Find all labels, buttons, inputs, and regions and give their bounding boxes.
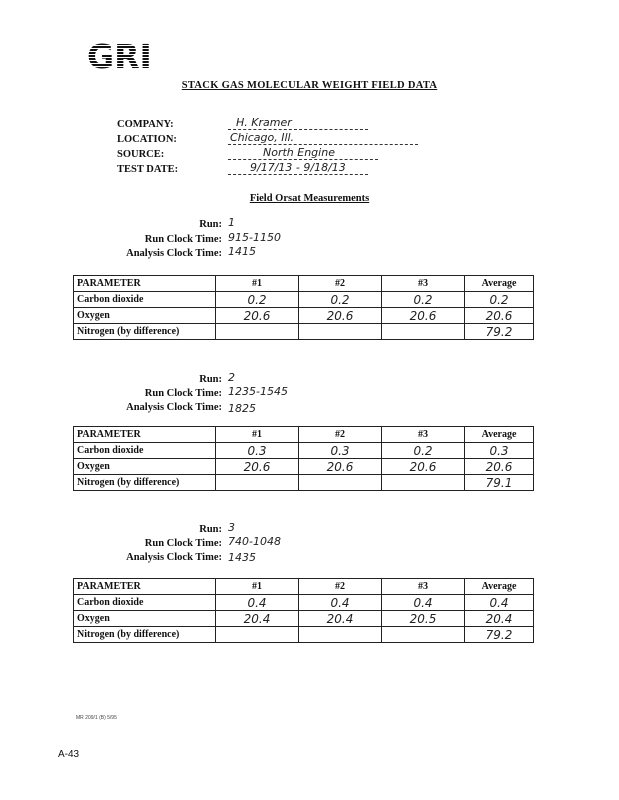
value-cell [299, 324, 382, 340]
param-name: Carbon dioxide [74, 443, 216, 459]
param-name: Nitrogen (by difference) [74, 475, 216, 491]
run-3-clock-label: Run Clock Time: [144, 538, 222, 549]
gri-logo-graphic [86, 37, 152, 76]
table-header-row [74, 427, 534, 443]
value-cell [299, 475, 382, 491]
header-1: #1 [216, 427, 299, 443]
run-3-analysis-label: Analysis Clock Time: [126, 552, 222, 563]
table-row [74, 292, 534, 308]
location-value: Chicago, Ill. [228, 131, 418, 145]
header-parameter: PARAMETER [74, 276, 216, 292]
value-cell: 20.6 [216, 459, 299, 475]
table-row [74, 595, 534, 611]
header-2: #2 [299, 276, 382, 292]
run-2-clock-value: 1235-1545 [228, 385, 288, 398]
company-label: COMPANY: [117, 119, 174, 130]
footer-code: MR 209/1 (B) 5/95 [76, 715, 117, 721]
table-row [74, 308, 534, 324]
run-1-number: 1 [228, 216, 235, 229]
run-2-table [73, 426, 534, 491]
header-2: #2 [299, 427, 382, 443]
table-row [74, 611, 534, 627]
param-name: Carbon dioxide [74, 292, 216, 308]
run-2-label: Run: [199, 374, 222, 385]
average-cell: 79.1 [465, 475, 534, 491]
company-value: H. Kramer [228, 116, 368, 130]
param-name: Oxygen [74, 308, 216, 324]
value-cell: 0.4 [382, 595, 465, 611]
run-3-analysis-value: 1435 [228, 551, 256, 564]
table-row [74, 443, 534, 459]
average-cell: 20.6 [465, 459, 534, 475]
param-name: Oxygen [74, 459, 216, 475]
value-cell: 20.6 [382, 459, 465, 475]
value-cell: 0.2 [216, 292, 299, 308]
location-label: LOCATION: [117, 134, 177, 145]
run-1-label: Run: [199, 219, 222, 230]
value-cell: 20.6 [382, 308, 465, 324]
run-2-clock-label: Run Clock Time: [144, 388, 222, 399]
form-title: STACK GAS MOLECULAR WEIGHT FIELD DATA [181, 80, 438, 91]
source-value: North Engine [228, 146, 378, 160]
value-cell: 20.6 [299, 459, 382, 475]
page-number: A-43 [58, 749, 80, 760]
table-row [74, 475, 534, 491]
param-name: Nitrogen (by difference) [74, 627, 216, 643]
value-cell [299, 627, 382, 643]
table-header-row [74, 579, 534, 595]
header-3: #3 [382, 579, 465, 595]
value-cell: 20.5 [382, 611, 465, 627]
average-cell: 0.3 [465, 443, 534, 459]
gri-logo [86, 37, 152, 76]
value-cell [216, 627, 299, 643]
run-1-table [73, 275, 534, 340]
param-name: Carbon dioxide [74, 595, 216, 611]
logo-text: GRI [87, 37, 152, 76]
value-cell: 20.4 [299, 611, 382, 627]
run-1-clock-label: Run Clock Time: [144, 234, 222, 245]
value-cell [382, 627, 465, 643]
table-header-row [74, 276, 534, 292]
header-average: Average [465, 579, 534, 595]
value-cell: 0.3 [216, 443, 299, 459]
average-cell: 0.4 [465, 595, 534, 611]
value-cell: 0.4 [299, 595, 382, 611]
header-1: #1 [216, 579, 299, 595]
value-cell [382, 324, 465, 340]
run-3-table [73, 578, 534, 643]
value-cell [216, 324, 299, 340]
header-average: Average [465, 427, 534, 443]
run-3-number: 3 [228, 521, 235, 534]
value-cell: 0.2 [382, 292, 465, 308]
average-cell: 20.6 [465, 308, 534, 324]
section-subtitle: Field Orsat Measurements [249, 193, 370, 204]
header-parameter: PARAMETER [74, 427, 216, 443]
test-date-label: TEST DATE: [117, 164, 179, 175]
header-3: #3 [382, 427, 465, 443]
header-average: Average [465, 276, 534, 292]
header-2: #2 [299, 579, 382, 595]
header-parameter: PARAMETER [74, 579, 216, 595]
source-label: SOURCE: [117, 149, 165, 160]
value-cell [382, 475, 465, 491]
run-3-clock-value: 740-1048 [228, 535, 281, 548]
header-3: #3 [382, 276, 465, 292]
param-name: Oxygen [74, 611, 216, 627]
run-1-analysis-value: 1415 [228, 245, 256, 258]
run-1-clock-value: 915-1150 [228, 231, 281, 244]
value-cell: 0.2 [299, 292, 382, 308]
run-3-label: Run: [199, 524, 222, 535]
average-cell: 79.2 [465, 627, 534, 643]
average-cell: 20.4 [465, 611, 534, 627]
value-cell: 20.4 [216, 611, 299, 627]
average-cell: 0.2 [465, 292, 534, 308]
header-1: #1 [216, 276, 299, 292]
run-2-analysis-value: 1825 [228, 402, 256, 415]
value-cell: 0.2 [382, 443, 465, 459]
run-2-analysis-label: Analysis Clock Time: [126, 402, 222, 413]
average-cell: 79.2 [465, 324, 534, 340]
run-1-analysis-label: Analysis Clock Time: [126, 248, 222, 259]
table-row [74, 459, 534, 475]
value-cell: 20.6 [299, 308, 382, 324]
value-cell [216, 475, 299, 491]
value-cell: 20.6 [216, 308, 299, 324]
value-cell: 0.3 [299, 443, 382, 459]
table-row [74, 324, 534, 340]
table-row [74, 627, 534, 643]
test-date-value: 9/17/13 - 9/18/13 [228, 161, 368, 175]
run-2-number: 2 [228, 371, 235, 384]
param-name: Nitrogen (by difference) [74, 324, 216, 340]
value-cell: 0.4 [216, 595, 299, 611]
